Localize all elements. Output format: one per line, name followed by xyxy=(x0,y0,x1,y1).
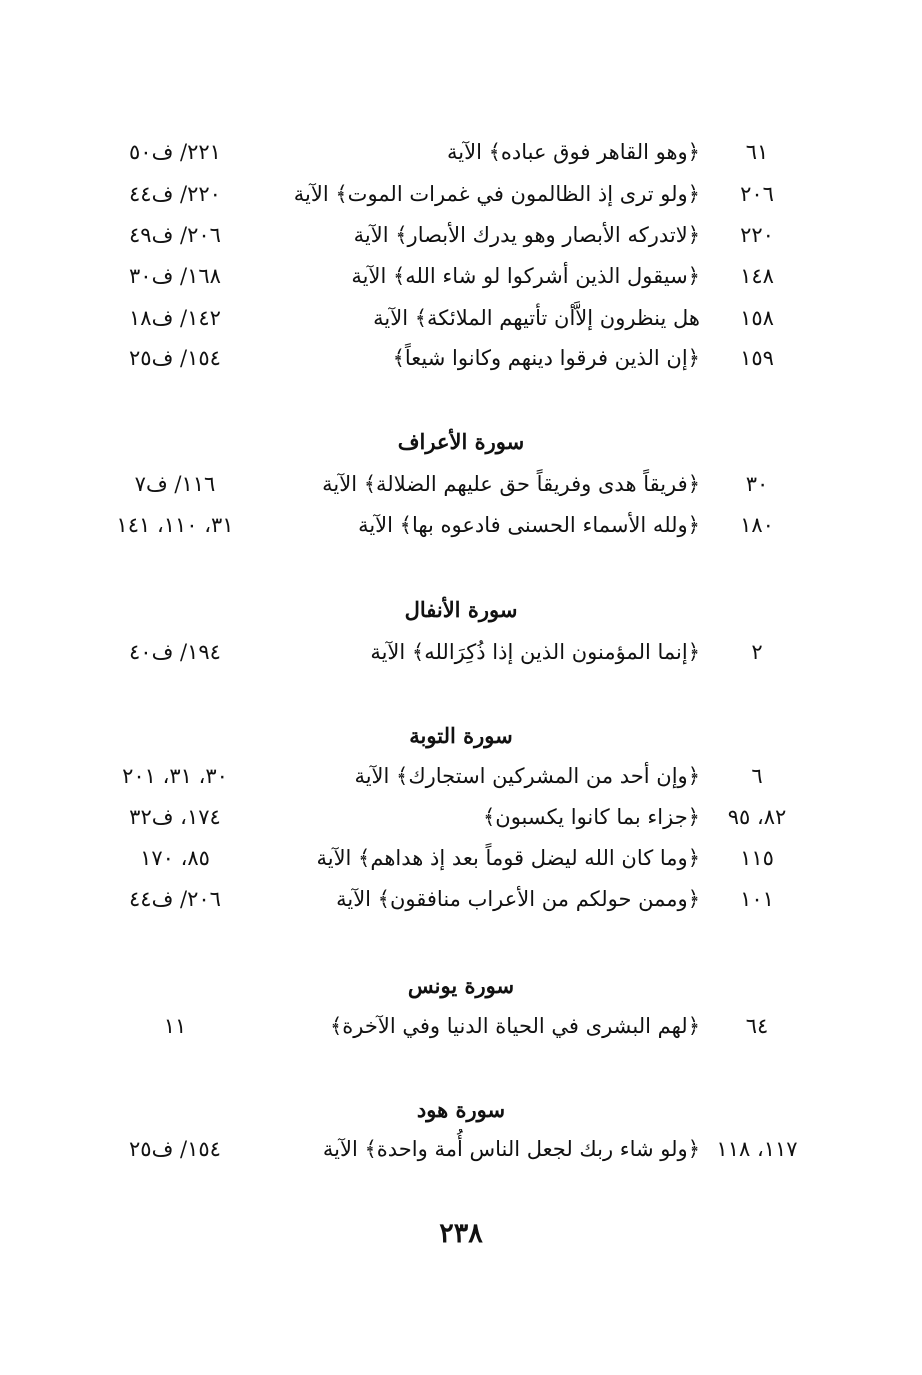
index-row xyxy=(0,756,922,796)
surah-heading: سورة يونس xyxy=(407,973,515,998)
page-reference: ٣١، ١١٠، ١٤١ xyxy=(116,513,234,537)
index-row xyxy=(0,879,922,919)
verse-text: ﴿إنما المؤمنون الذين إذا ذُكِرَالله﴾ الآية xyxy=(370,640,700,664)
page-number: ٢٣٨ xyxy=(439,1218,483,1249)
page-reference: ١٥٤/ ف٢٥ xyxy=(129,346,221,370)
index-row xyxy=(0,256,922,296)
verse-number: ١١٥ xyxy=(740,846,774,870)
verse-text: ﴿سيقول الذين أشركوا لو شاء الله﴾ الآية xyxy=(351,264,700,288)
surah-heading: سورة التوبة xyxy=(409,723,513,748)
verse-text: ﴿ولله الأسماء الحسنى فادعوه بها﴾ الآية xyxy=(358,513,700,537)
verse-text: ﴿وممن حولكم من الأعراب منافقون﴾ الآية xyxy=(336,887,700,911)
page-reference: ٢٠٦/ ف٤٩ xyxy=(129,223,221,247)
index-row xyxy=(0,132,922,172)
verse-text: ﴿ولو شاء ربك لجعل الناس أُمة واحدة﴾ الآية xyxy=(322,1137,700,1161)
surah-heading: سورة الأعراف xyxy=(397,429,525,454)
verse-text: ﴿ولو ترى إذ الظالمون في غمرات الموت﴾ الآية xyxy=(293,182,700,206)
page-reference: ٢٢٠/ ف٤٤ xyxy=(129,182,221,206)
verse-text: ﴿فريقاً هدى وفريقاً حق عليهم الضلالة﴾ الآية xyxy=(322,472,700,496)
verse-text: ﴿جزاء بما كانوا يكسبون﴾ xyxy=(482,805,700,829)
verse-number: ١٥٨ xyxy=(740,306,774,330)
page-reference: ٢٢١/ ف٥٠ xyxy=(129,140,221,164)
verse-text: ﴿إن الذين فرقوا دينهم وكانوا شيعاً﴾ xyxy=(392,346,700,370)
index-row xyxy=(0,464,922,504)
index-row xyxy=(0,215,922,255)
verse-number: ٦٤ xyxy=(745,1014,769,1038)
verse-number: ١١٧، ١١٨ xyxy=(716,1137,798,1161)
index-row xyxy=(0,338,922,378)
page-reference: ١٦٨/ ف٣٠ xyxy=(129,264,221,288)
verse-number: ٢ xyxy=(751,640,763,664)
verse-number: ١٥٩ xyxy=(740,346,774,370)
verse-number: ٨٢، ٩٥ xyxy=(727,805,787,829)
verse-number: ١٤٨ xyxy=(740,264,774,288)
page-reference: ١٥٤/ ف٢٥ xyxy=(129,1137,221,1161)
verse-text: هل ينظرون إلاَّأن تأتيهم الملائكة﴾ الآية xyxy=(373,306,700,330)
page-reference: ١١٦/ ف٧ xyxy=(134,472,216,496)
index-row xyxy=(0,797,922,837)
page-reference: ١٩٤/ ف٤٠ xyxy=(129,640,221,664)
verse-number: ٢٠٦ xyxy=(740,182,774,206)
verse-number: ٢٢٠ xyxy=(740,223,774,247)
index-row xyxy=(0,632,922,672)
page-reference: ٣٠، ٣١، ٢٠١ xyxy=(122,764,228,788)
verse-number: ٦ xyxy=(751,764,763,788)
index-row xyxy=(0,838,922,878)
verse-number: ٣٠ xyxy=(745,472,769,496)
surah-heading: سورة الأنفال xyxy=(404,597,518,622)
verse-number: ٦١ xyxy=(745,140,769,164)
index-row xyxy=(0,298,922,338)
page-reference: ١١ xyxy=(163,1014,187,1038)
verse-text: ﴿لاتدركه الأبصار وهو يدرك الأبصار﴾ الآية xyxy=(353,223,700,247)
verse-text: ﴿وهو القاهر فوق عباده﴾ الآية xyxy=(446,140,700,164)
page-reference: ٢٠٦/ ف٤٤ xyxy=(129,887,221,911)
index-row xyxy=(0,505,922,545)
verse-text: ﴿لهم البشرى في الحياة الدنيا وفي الآخرة﴾ xyxy=(329,1014,700,1038)
index-row xyxy=(0,1129,922,1169)
verse-text: ﴿وإن أحد من المشركين استجارك﴾ الآية xyxy=(354,764,700,788)
page-reference: ١٧٤، ف٣٢ xyxy=(129,805,221,829)
index-row xyxy=(0,1006,922,1046)
page-reference: ٨٥، ١٧٠ xyxy=(140,846,210,870)
verse-number: ١٨٠ xyxy=(740,513,774,537)
verse-number: ١٠١ xyxy=(740,887,774,911)
page-reference: ١٤٢/ ف١٨ xyxy=(129,306,221,330)
index-row xyxy=(0,174,922,214)
surah-heading: سورة هود xyxy=(416,1097,506,1122)
verse-text: ﴿وما كان الله ليضل قوماً بعد إذ هداهم﴾ الآية xyxy=(316,846,700,870)
